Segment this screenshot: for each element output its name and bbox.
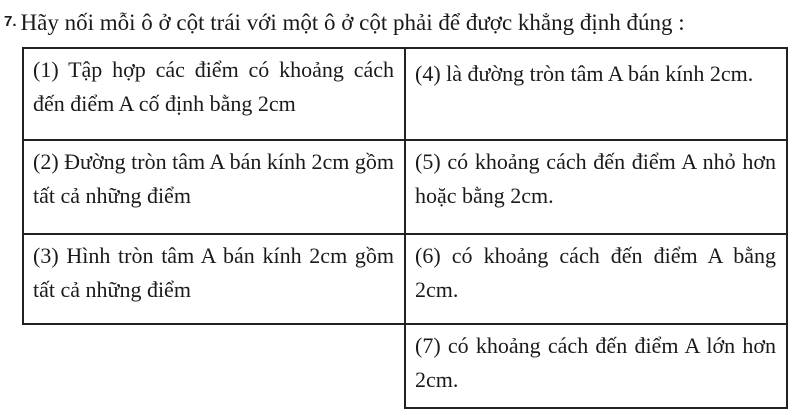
right-cell-6: (6) có khoảng cách đến điểm A bằng 2cm.: [404, 233, 788, 325]
left-cell-3: (3) Hình tròn tâm A bán kính 2cm gồm tất cả những điểm: [22, 233, 406, 325]
right-cell-5: (5) có khoảng cách đến điểm A nhỏ hơn hoặc bằng 2cm.: [404, 139, 788, 235]
right-cell-7: (7) có khoảng cách đến điểm A lớn hơn 2cm.: [404, 323, 788, 409]
left-cell-2: (2) Đường tròn tâm A bán kính 2cm gồm tất cả những điểm: [22, 139, 406, 235]
question-text: Hãy nối mỗi ô ở cột trái với một ô ở cột phải để được khẳng định đúng :: [20, 10, 685, 35]
question-heading: [4, 8, 685, 37]
left-cell-1: (1) Tập hợp các điểm có khoảng cách đến điểm A cố định bằng 2cm: [22, 47, 406, 141]
question-number: 7.: [4, 13, 17, 30]
right-cell-4: (4) là đường tròn tâm A bán kính 2cm.: [404, 47, 788, 141]
